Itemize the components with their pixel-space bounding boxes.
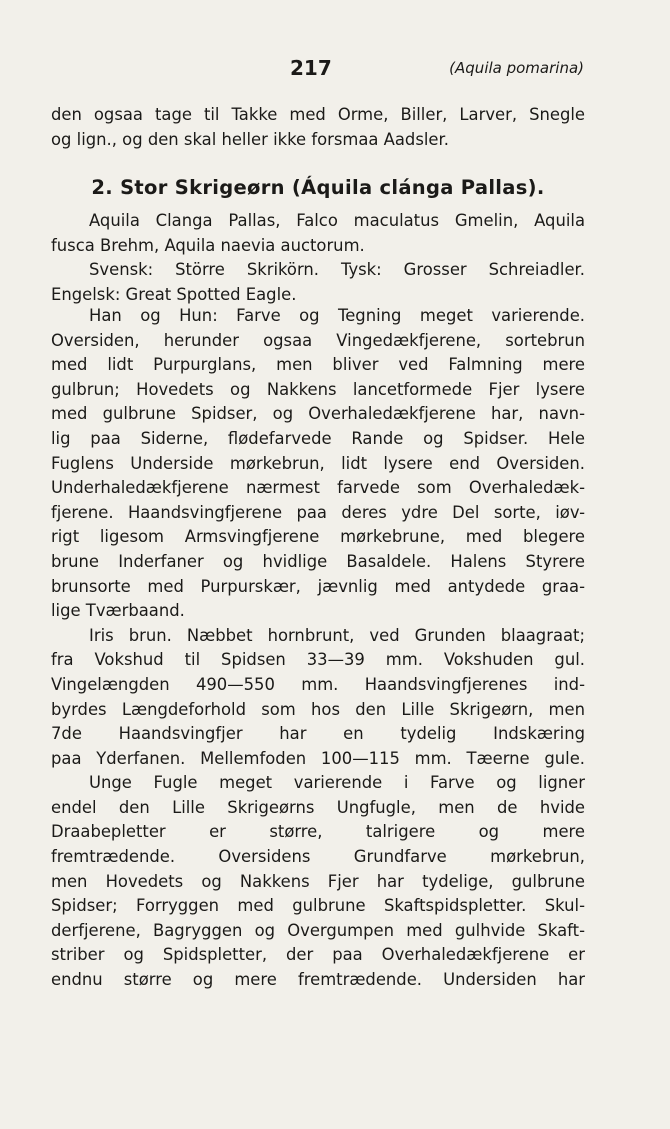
text-line: Aquila Clanga Pallas, Falco maculatus Gmelin, Aquila bbox=[89, 211, 585, 230]
text-line: gulbrun; Hovedets og Nakkens lancetformede Fjer lysere bbox=[51, 379, 585, 399]
text-line: Iris brun. Næbbet hornbrunt, ved Grunden blaagraat; bbox=[89, 625, 585, 645]
text-line: byrdes Længdeforhold som hos den Lille Skrigeørn, men bbox=[51, 699, 585, 719]
text-line: og lign., og den skal heller ikke forsmaa Aadsler. bbox=[51, 129, 449, 149]
text-line: brunsorte med Purpurskær, jævnlig med antydede graa- bbox=[51, 576, 585, 596]
text-line: men Hovedets og Nakkens Fjer har tydelige, gulbrune bbox=[51, 871, 585, 891]
text-line: Draabepletter er større, talrigere og mere bbox=[51, 822, 585, 842]
page-number: 217 bbox=[290, 56, 332, 80]
description-body bbox=[51, 304, 585, 993]
synonyms-block bbox=[51, 209, 585, 307]
page-header bbox=[0, 54, 670, 84]
text-line: Svensk: Större Skrikörn. Tysk: Grosser Schreiadler. bbox=[89, 260, 585, 280]
text-line: brune Inderfaner og hvidlige Basaldele. Halens Styrere bbox=[51, 551, 585, 571]
text-line: paa Yderfanen. Mellemfoden 100—115 mm. Tæerne gule. bbox=[51, 748, 585, 768]
text-line: Fuglens Underside mørkebrun, lidt lysere end Oversiden. bbox=[51, 453, 585, 473]
text-line: lige Tværbaand. bbox=[51, 601, 185, 621]
text-line: striber og Spidspletter, der paa Overhaledækfjerene er bbox=[51, 945, 585, 965]
text-line: Unge Fugle meget varierende i Farve og ligner bbox=[89, 773, 585, 793]
text-line: Spidser; Forryggen med gulbrune Skaftspidspletter. Skul- bbox=[51, 896, 585, 916]
text-line: derfjerene, Bagryggen og Overgumpen med gulhvide Skaft- bbox=[51, 920, 585, 940]
text-line: fra Vokshud til Spidsen 33—39 mm. Vokshuden gul. bbox=[51, 650, 585, 670]
running-head: (Aquila pomarina) bbox=[449, 59, 584, 77]
text-line: 7de Haandsvingfjer har en tydelig Indskæring bbox=[51, 724, 585, 744]
intro-paragraph bbox=[51, 103, 585, 152]
text-line: Underhaledækfjerene nærmest farvede som Overhaledæk- bbox=[51, 478, 585, 498]
text-line: rigt ligesom Armsvingfjerene mørkebrune, med blegere bbox=[51, 527, 585, 547]
text-line: fjerene. Haandsvingfjerene paa deres ydre Del sorte, iøv- bbox=[51, 502, 585, 522]
text-line: den ogsaa tage til Takke med Orme, Biller, Larver, Snegle bbox=[51, 105, 585, 124]
text-line: lig paa Siderne, flødefarvede Rande og Spidser. Hele bbox=[51, 428, 585, 448]
text-line: Vingelængden 490—550 mm. Haandsvingfjerenes ind- bbox=[51, 674, 585, 694]
text-line: med lidt Purpurglans, men bliver ved Falmning mere bbox=[51, 355, 585, 375]
text-line: Oversiden, herunder ogsaa Vingedækfjerene, sortebrun bbox=[51, 330, 585, 350]
text-line: endnu større og mere fremtrædende. Undersiden har bbox=[51, 970, 585, 990]
text-line: Engelsk: Great Spotted Eagle. bbox=[51, 284, 297, 304]
section-title: 2. Stor Skrigeørn (Áquila clánga Pallas). bbox=[91, 176, 545, 199]
text-line: endel den Lille Skrigeørns Ungfugle, men de hvide bbox=[51, 797, 585, 817]
text-line: fremtrædende. Oversidens Grundfarve mørkebrun, bbox=[51, 847, 585, 867]
text-line: Han og Hun: Farve og Tegning meget varierende. bbox=[89, 306, 585, 325]
text-line: fusca Brehm, Aquila naevia auctorum. bbox=[51, 235, 365, 255]
text-line: med gulbrune Spidser, og Overhaledækfjerene har, navn- bbox=[51, 404, 585, 424]
